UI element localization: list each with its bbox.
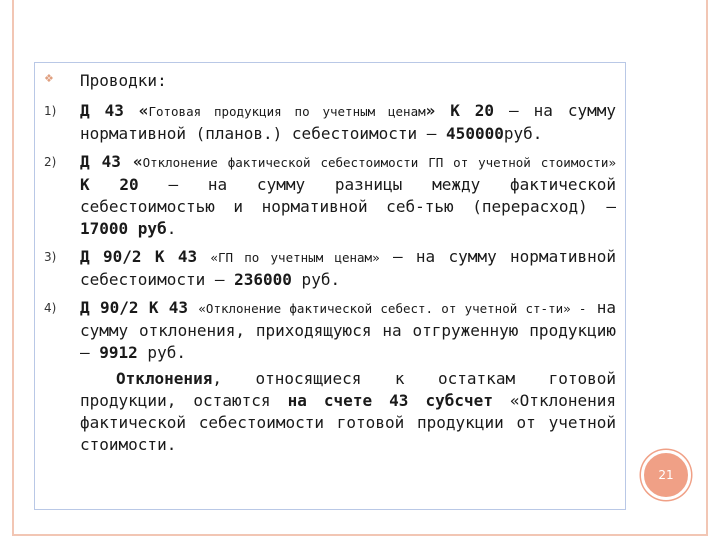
closing-term: Отклонения <box>116 369 213 388</box>
list-header <box>44 68 616 98</box>
list-item <box>44 297 616 364</box>
item-credit: » К 20 <box>425 101 495 120</box>
item-description: – на сумму нормативной себестоимости – <box>80 247 616 289</box>
closing-paragraph <box>44 368 616 456</box>
item-text <box>80 246 616 291</box>
closing-text-part: , относящиеся к остаткам готовой продукции, остаются <box>80 369 616 410</box>
item-text <box>80 297 616 364</box>
item-amount: 9912 <box>99 343 138 362</box>
diamond-bullet-icon: ❖ <box>44 72 54 85</box>
item-account-name: Отклонение фактической себестоимости ГП от учетной стоимости» <box>142 155 616 170</box>
list-item <box>44 246 616 291</box>
item-debit-credit: Д 43 « <box>80 101 149 120</box>
item-text <box>80 151 616 240</box>
item-description: – на сумму разницы между фактической себестоимостью и нормативной себ-тью (перерасход) – <box>80 175 616 216</box>
item-number: 3) <box>44 250 57 264</box>
list-item <box>44 151 616 240</box>
list-item <box>44 100 616 145</box>
header-text: Проводки: <box>80 71 167 90</box>
closing-account: на счете 43 субсчет <box>287 391 493 410</box>
content-list <box>44 68 616 456</box>
item-currency: . <box>166 219 177 238</box>
item-currency: руб. <box>291 270 341 289</box>
item-description: на сумму отклонения, приходящуюся на отгруженную продукцию – <box>80 298 617 362</box>
item-account-name: «Отклонение фактической себест. от учетной ст-ти» - <box>198 301 587 316</box>
item-debit-credit: Д 43 « <box>80 152 143 171</box>
item-currency: руб. <box>503 124 543 143</box>
item-account-name: «ГП по учетным ценам» <box>210 250 380 265</box>
item-debit-credit: Д 90/2 К 43 <box>80 298 199 317</box>
item-number: 4) <box>44 301 57 315</box>
item-credit: К 20 <box>80 175 139 194</box>
item-amount: 17000 руб <box>80 219 167 238</box>
item-text <box>80 100 616 145</box>
item-description: – на сумму нормативной (планов.) себестоимости – <box>80 101 617 143</box>
closing-text-part: «Отклонения фактической себестоимости готовой продукции от учетной стоимости. <box>80 391 616 454</box>
item-amount: 450000 <box>446 124 504 143</box>
item-currency: руб. <box>137 343 186 362</box>
page-number-badge: 21 <box>641 450 691 500</box>
item-amount: 236000 <box>234 270 292 289</box>
item-number: 1) <box>44 104 57 118</box>
item-number: 2) <box>44 155 57 169</box>
closing-text <box>80 368 616 456</box>
item-account-name: Готовая продукция по учетным ценам <box>148 104 426 119</box>
item-debit-credit: Д 90/2 К 43 <box>80 247 211 266</box>
